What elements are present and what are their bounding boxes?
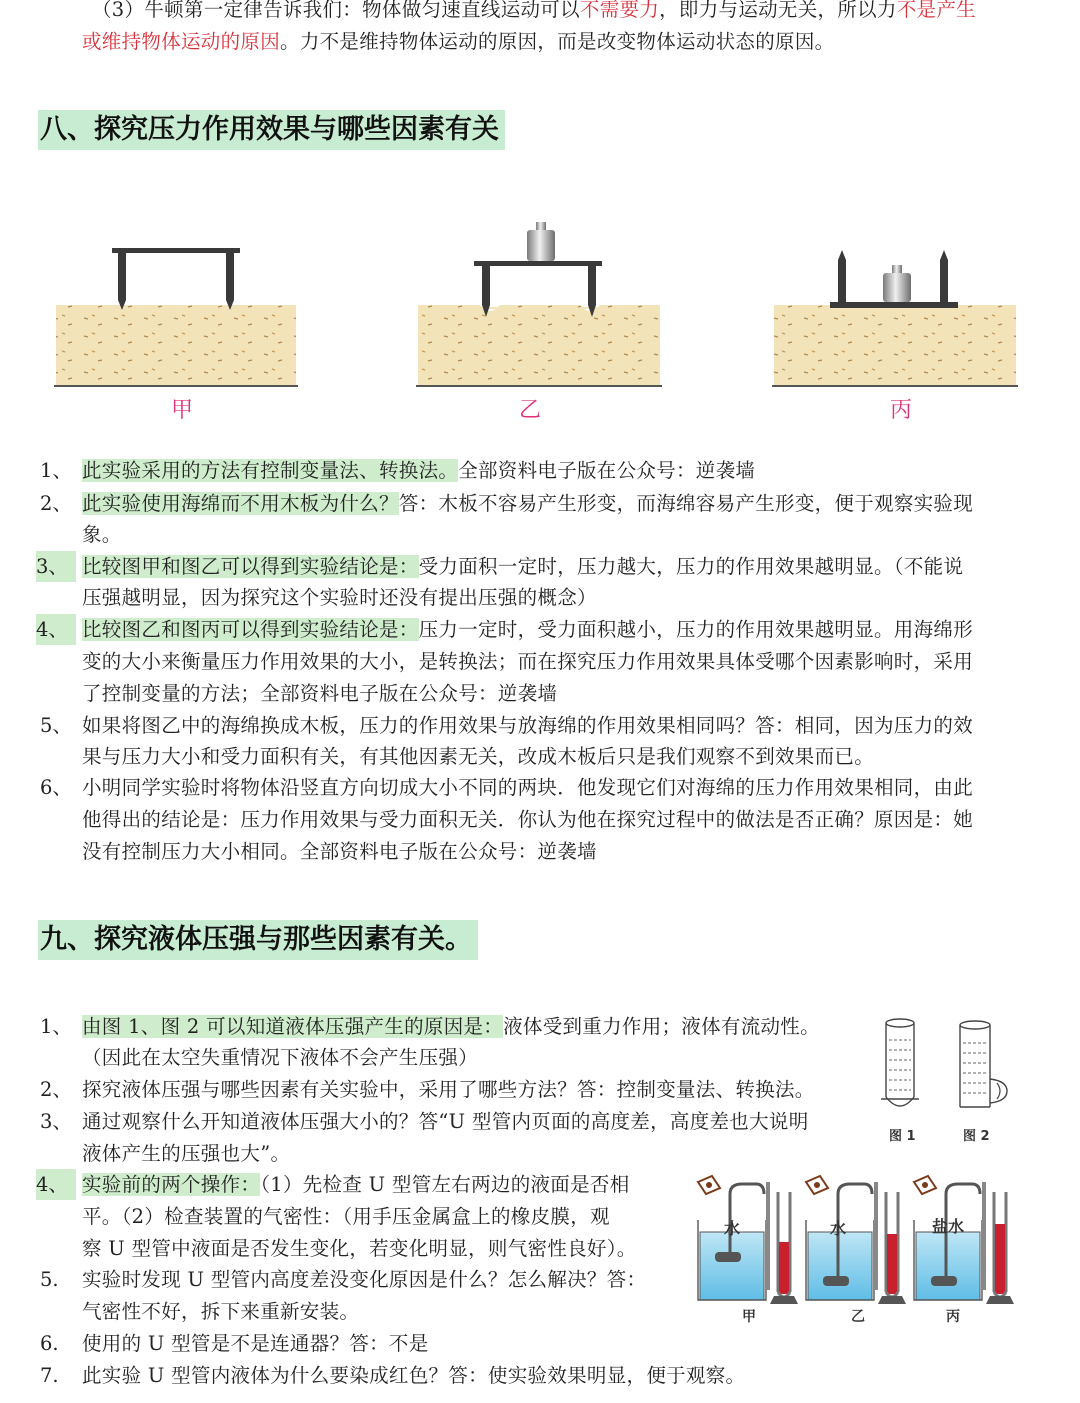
item-text: 此实验 U 型管内液体为什么要染成红色？答：使实验效果明显，便于观察。 <box>82 1364 746 1387</box>
item-text: 察 U 型管中液面是否发生变化，若变化明显，则气密性良好）。 <box>82 1237 637 1260</box>
item-number: 1、 <box>40 1015 72 1038</box>
item-text: 使用的 U 型管是不是连通器？答：不是 <box>82 1332 429 1355</box>
item-text: 压力一定时，受力面积越小，压力的作用效果越明显。用海绵形 <box>418 618 974 641</box>
figure-label-b: 乙 <box>519 398 542 423</box>
item-number: 2、 <box>40 492 72 515</box>
item-number: 5. <box>40 1268 59 1291</box>
item-text: 全部资料电子版在公众号：逆袭墙 <box>458 459 756 482</box>
item-number: 2、 <box>40 1078 72 1101</box>
liquid-label-a: 水 <box>724 1219 741 1238</box>
item-text: 果与压力大小和受力面积有关，有其他因素无关，改成木板后只是我们观察不到效果而已。 <box>82 745 875 768</box>
item-text: （因此在太空失重情况下液体不会产生压强） <box>82 1046 479 1069</box>
item-text: 平。（2）检查装置的气密性：（用手压金属盒上的橡皮膜，观 <box>82 1205 610 1228</box>
liquid-label-c: 盐水 <box>932 1217 965 1236</box>
highlight-text: 比较图乙和图丙可以得到实验结论是： <box>82 618 419 641</box>
u-tube-label-c: 丙 <box>946 1309 960 1325</box>
u-tube-figure-b <box>806 1176 906 1304</box>
item-text: 答：木板不容易产生形变，而海绵容易产生形变，便于观察实验现 <box>398 492 974 515</box>
item-number: 4、 <box>36 1169 76 1200</box>
item-text: 液体产生的压强也大”。 <box>82 1142 291 1165</box>
item-number: 3、 <box>36 551 76 582</box>
item-text: 压强越明显，因为探究这个实验时还没有提出压强的概念） <box>82 586 597 609</box>
cylinder-figure-2 <box>960 1021 1007 1107</box>
list-item <box>82 551 963 582</box>
item-text: 探究液体压强与哪些因素有关实验中，采用了哪些方法？答：控制变量法、转换法。 <box>82 1078 815 1101</box>
fig-2-label: 图 2 <box>963 1129 990 1144</box>
intro-line-1 <box>92 0 976 25</box>
figure-label-c: 丙 <box>890 398 913 423</box>
intro-red-text: 不是产生 <box>896 0 976 21</box>
intro-text: （3）牛顿第一定律告诉我们：物体做匀速直线运动可以 <box>92 0 580 21</box>
figure-label-a: 甲 <box>171 398 194 423</box>
sponge-figure-a <box>54 248 298 386</box>
u-tube-label-a: 甲 <box>742 1309 756 1325</box>
item-text: （1）先检查 U 型管左右两边的液面是否相 <box>260 1173 630 1196</box>
cylinder-figures <box>875 1015 1035 1125</box>
highlight-text: 由图 1、图 2 可以知道液体压强产生的原因是： <box>82 1015 504 1038</box>
cylinder-figure-1 <box>881 1019 919 1106</box>
item-number: 1、 <box>40 459 72 482</box>
item-text: 小明同学实验时将物体沿竖直方向切成大小不同的两块．他发现它们对海绵的压力作用效果相同，由此 <box>82 776 974 799</box>
section-9-title: 九、探究液体压强与那些因素有关。 <box>38 920 478 960</box>
u-tube-label-b: 乙 <box>851 1309 865 1325</box>
sponge-figure-b <box>416 222 662 386</box>
item-text: 他得出的结论是：压力作用效果与受力面积无关．你认为他在探究过程中的做法是否正确？原因是：她 <box>82 808 974 831</box>
u-tube-figures <box>690 1172 1035 1307</box>
list-item <box>82 455 755 486</box>
highlight-text: 此实验使用海绵而不用木板为什么？ <box>82 492 399 515</box>
list-item <box>82 614 973 645</box>
intro-text: 。力不是维持物体运动的原因，而是改变物体运动状态的原因。 <box>280 30 835 53</box>
sponge-experiment-figure <box>50 205 1030 395</box>
liquid-label-b: 水 <box>830 1219 847 1238</box>
intro-red-text: 或维持物体运动的原因 <box>82 30 281 53</box>
intro-red-text: 不需要力 <box>579 0 660 21</box>
list-item <box>82 1011 820 1042</box>
list-item <box>82 488 973 519</box>
section-8-title: 八、探究压力作用效果与哪些因素有关 <box>38 110 505 150</box>
item-number: 4、 <box>36 614 76 645</box>
item-text: 变的大小来衡量压力作用效果的大小，是转换法；而在探究压力作用效果具体受哪个因素影响时，采用 <box>82 650 974 673</box>
item-text: 液体受到重力作用；液体有流动性。 <box>503 1015 820 1038</box>
highlight-text: 比较图甲和图乙可以得到实验结论是： <box>82 555 419 578</box>
item-number: 7. <box>40 1364 59 1387</box>
item-number: 6. <box>40 1332 59 1355</box>
item-text: 没有控制压力大小相同。全部资料电子版在公众号：逆袭墙 <box>82 840 597 863</box>
highlight-text: 实验前的两个操作： <box>82 1173 261 1196</box>
item-number: 6、 <box>40 776 72 799</box>
highlight-text: 此实验采用的方法有控制变量法、转换法。 <box>82 459 459 482</box>
item-text: 气密性不好，拆下来重新安装。 <box>82 1300 360 1323</box>
intro-text: ，即力与运动无关，所以力 <box>659 0 897 21</box>
item-text: 受力面积一定时，压力越大，压力的作用效果越明显。（不能说 <box>418 555 964 578</box>
item-text: 实验时发现 U 型管内高度差没变化原因是什么？怎么解决？答： <box>82 1268 647 1291</box>
intro-line-2 <box>82 26 834 57</box>
item-text: 通过观察什么开知道液体压强大小的？答“U 型管内页面的高度差，高度差也大说明 <box>82 1110 809 1133</box>
item-text: 了控制变量的方法；全部资料电子版在公众号：逆袭墙 <box>82 682 558 705</box>
item-number: 5、 <box>40 714 72 737</box>
list-item <box>82 1169 630 1200</box>
fig-1-label: 图 1 <box>889 1129 916 1144</box>
u-tube-figure-a <box>698 1176 798 1304</box>
item-number: 3、 <box>40 1110 72 1133</box>
item-text: 象。 <box>82 523 122 546</box>
item-text: 如果将图乙中的海绵换成木板，压力的作用效果与放海绵的作用效果相同吗？答：相同，因为压力的效 <box>82 714 974 737</box>
u-tube-figure-c <box>914 1176 1014 1304</box>
sponge-figure-c <box>772 250 1018 386</box>
